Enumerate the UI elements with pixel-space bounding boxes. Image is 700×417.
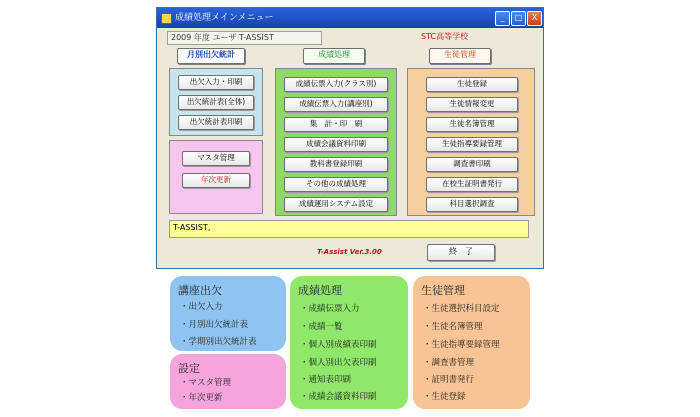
student-card-item: ・生徒登録	[423, 392, 466, 402]
settings-card-item: ・年次更新	[180, 393, 223, 403]
subject-selection-survey-button[interactable]: 科目選択調査	[426, 197, 518, 212]
grades-card-item: ・成績会議資料印刷	[300, 392, 377, 402]
info-bar	[163, 30, 531, 44]
attendance-card-item: ・学期別出欠統計表	[180, 337, 257, 347]
minimize-button[interactable]: _	[495, 11, 510, 26]
student-card-item: ・生徒選択科目設定	[423, 304, 500, 314]
textbook-register-print-button[interactable]: 教科書登録印刷	[284, 157, 388, 172]
attendance-panel	[169, 68, 263, 136]
other-grade-processing-button[interactable]: その他の成績処理	[284, 177, 388, 192]
grades-card	[290, 276, 408, 409]
settings-card-title: 設定	[178, 362, 200, 375]
student-card-title: 生徒管理	[421, 284, 465, 297]
attendance-card-title: 講座出欠	[178, 284, 222, 297]
school-name: STC高等学校	[421, 32, 469, 41]
grades-card-title: 成績処理	[298, 284, 342, 297]
student-roster-button[interactable]: 生徒名簿管理	[426, 117, 518, 132]
student-management-header[interactable]: 生徒管理	[429, 48, 491, 64]
attendance-stats-all-button[interactable]: 出欠統計表(全体)	[178, 95, 254, 110]
master-management-button[interactable]: マスタ管理	[182, 151, 250, 166]
attendance-card	[170, 276, 286, 351]
grades-card-item: ・成績伝票入力	[300, 304, 360, 314]
student-card-item: ・生徒指導要録管理	[423, 340, 500, 350]
grades-card-item: ・個人別出欠表印刷	[300, 358, 377, 368]
attendance-input-print-button[interactable]: 出欠入力・印刷	[178, 75, 254, 90]
maximize-button[interactable]: □	[511, 11, 526, 26]
grades-header[interactable]: 成績処理	[303, 48, 365, 64]
grades-card-item: ・通知表印刷	[300, 375, 352, 385]
grade-meeting-print-button[interactable]: 成績会議資料印刷	[284, 137, 388, 152]
aggregate-print-button[interactable]: 集 計・印 刷	[284, 117, 388, 132]
student-info-change-button[interactable]: 生徒情報変更	[426, 97, 518, 112]
settings-panel	[169, 140, 263, 214]
app-icon	[161, 13, 172, 24]
grades-card-item: ・個人別成績表印刷	[300, 340, 377, 350]
annual-update-button[interactable]: 年次更新	[182, 173, 250, 188]
student-card-item: ・生徒名簿管理	[423, 322, 483, 332]
grade-slip-course-button[interactable]: 成績伝票入力(講座別)	[284, 97, 388, 112]
grade-system-settings-button[interactable]: 成績運用システム設定	[284, 197, 388, 212]
student-card	[413, 276, 530, 409]
settings-card-item: ・マスタ管理	[180, 378, 232, 388]
grades-card-item: ・成績一覧	[300, 322, 343, 332]
attendance-stats-header[interactable]: 月別出欠統計	[177, 48, 245, 64]
attendance-card-item: ・出欠入力	[180, 302, 223, 312]
attendance-stats-print-button[interactable]: 出欠統計表印刷	[178, 115, 254, 130]
settings-card	[170, 354, 286, 409]
message-box: T-ASSIST,	[169, 220, 529, 238]
title-bar	[157, 8, 543, 28]
main-menu-window	[156, 7, 544, 269]
report-print-button[interactable]: 調査書印刷	[426, 157, 518, 172]
year-user-field: 2009 年度 ユーザ T-ASSIST	[167, 31, 322, 45]
attendance-card-item: ・月別出欠統計表	[180, 320, 249, 330]
student-card-item: ・証明書発行	[423, 375, 475, 385]
grade-slip-class-button[interactable]: 成績伝票入力(クラス別)	[284, 77, 388, 92]
version-label: T-Assist Ver.3.00	[317, 248, 382, 256]
student-card-item: ・調査書管理	[423, 358, 475, 368]
exit-button[interactable]: 終 了	[427, 244, 495, 261]
close-button[interactable]: X	[527, 11, 542, 26]
student-panel	[407, 68, 535, 216]
window-title: 成績処理メインメニュー	[175, 13, 274, 23]
student-register-button[interactable]: 生徒登録	[426, 77, 518, 92]
guidance-record-button[interactable]: 生徒指導要録管理	[426, 137, 518, 152]
certificate-issue-button[interactable]: 在校生証明書発行	[426, 177, 518, 192]
grades-panel	[275, 68, 397, 216]
